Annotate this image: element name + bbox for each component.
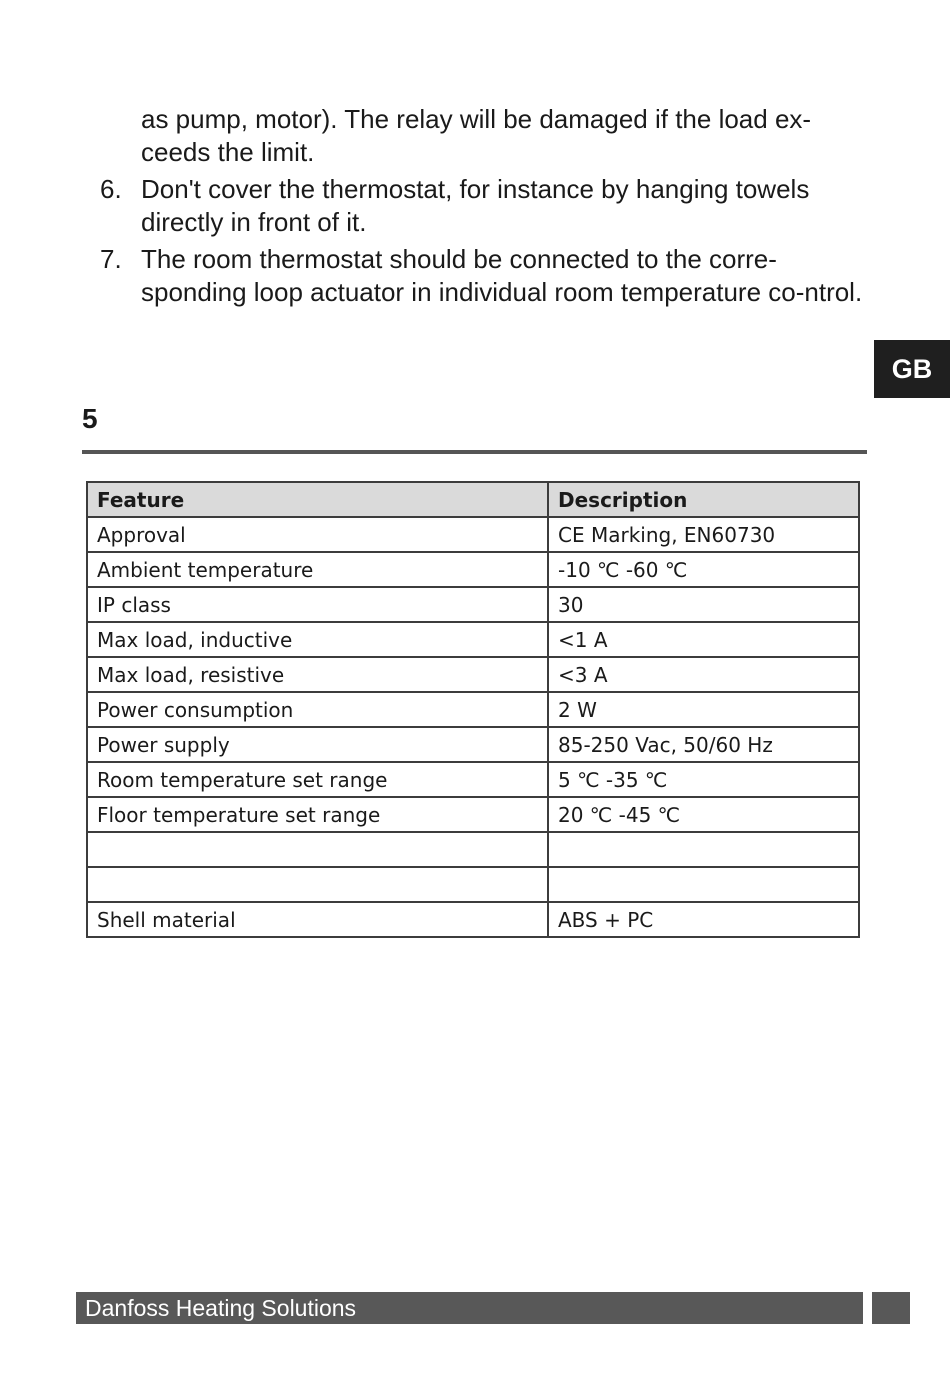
column-header-description: Description: [548, 482, 859, 517]
table-row: [87, 797, 859, 832]
continued-paragraph: as pump, motor). The relay will be damaged if the load ex-ceeds the limit.: [141, 104, 812, 167]
feature-cell: Floor temperature set range: [87, 797, 548, 832]
specifications-table: [86, 481, 860, 938]
table-row: [87, 622, 859, 657]
page-number-box: [872, 1292, 910, 1324]
description-cell: 5 ℃ -35 ℃: [548, 762, 859, 797]
description-cell: ABS + PC: [548, 902, 859, 937]
table-row: [87, 587, 859, 622]
feature-cell: Ambient temperature: [87, 552, 548, 587]
instruction-list: [0, 173, 880, 313]
language-tab: GB: [874, 340, 950, 398]
table-header-row: [87, 482, 859, 517]
footer-bar: [76, 1292, 863, 1324]
feature-cell: Max load, resistive: [87, 657, 548, 692]
list-item-text: Don't cover the thermostat, for instance by hanging towels directly in front of it.: [141, 174, 810, 237]
table-row: [87, 762, 859, 797]
feature-cell: Power supply: [87, 727, 548, 762]
list-item-text: The room thermostat should be connected to the corre-sponding loop actuator in individual room temperature co-ntrol.: [141, 244, 863, 307]
column-header-feature: Feature: [87, 482, 548, 517]
footer-brand-text: Danfoss Heating Solutions: [85, 1294, 357, 1321]
description-cell: 30: [548, 587, 859, 622]
table-row: [87, 692, 859, 727]
section-divider: [82, 450, 867, 454]
list-item-number: 7.: [100, 244, 122, 274]
description-cell: CE Marking, EN60730: [548, 517, 859, 552]
feature-cell: [87, 832, 548, 867]
feature-cell: Approval: [87, 517, 548, 552]
table-row: [87, 727, 859, 762]
description-cell: 85-250 Vac, 50/60 Hz: [548, 727, 859, 762]
list-item: [0, 243, 880, 309]
feature-cell: IP class: [87, 587, 548, 622]
table-row: [87, 902, 859, 937]
feature-cell: Room temperature set range: [87, 762, 548, 797]
table-row: [87, 657, 859, 692]
feature-cell: Power consumption: [87, 692, 548, 727]
description-cell: -10 ℃ -60 ℃: [548, 552, 859, 587]
description-cell: <1 A: [548, 622, 859, 657]
description-cell: <3 A: [548, 657, 859, 692]
table-row: [87, 517, 859, 552]
list-item-number: 6.: [100, 174, 122, 204]
feature-cell: [87, 867, 548, 902]
table-row: [87, 552, 859, 587]
table-row: [87, 867, 859, 902]
description-cell: [548, 867, 859, 902]
table-row: [87, 832, 859, 867]
section-number: 5: [82, 403, 98, 434]
description-cell: [548, 832, 859, 867]
feature-cell: Shell material: [87, 902, 548, 937]
feature-cell: Max load, inductive: [87, 622, 548, 657]
description-cell: 2 W: [548, 692, 859, 727]
list-item: [0, 173, 880, 239]
description-cell: 20 ℃ -45 ℃: [548, 797, 859, 832]
